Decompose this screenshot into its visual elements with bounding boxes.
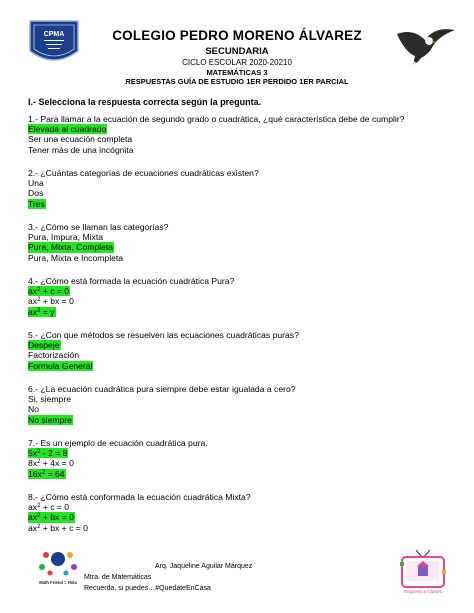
answer-option: Pura, Mixta e Incompleta [28,252,124,263]
answer-option-correct: Pura, Mixta, Completa [28,242,114,253]
answer-option-correct: Despeje [28,340,60,351]
question-block [28,222,168,263]
logo-text: CPMA [43,31,65,38]
question-text: 8.- ¿Cómo está conformada la ecuación cuadrática Mixta? [28,492,251,502]
answer-option-correct: $5x^2 - 2 = 8$ [28,448,68,459]
math-friend-caption: Math Friend = Hola [39,580,77,585]
answer-option-correct: $ax^2 = y$ [28,306,55,317]
answer-option: Pura, Impura, Mixta [28,232,103,243]
question-block [28,276,234,317]
author-name: Arq. Jaqueline Aguilar Márquez [155,563,253,570]
question-text: 5.- ¿Con que métodos se resuelven las ecuaciones cuadráticas puras? [28,330,299,340]
motto: Recuerda, si puedes…#QuedateEnCasa [84,585,211,592]
answer-option-correct: Elevada al cuadrado [28,124,107,135]
answer-option: No [28,404,39,415]
question-block [28,384,296,425]
tv-logo-text: Regreso a Clases [403,590,443,595]
instruction: I.- Selecciona la respuesta correcta según la pregunta. [28,97,262,107]
answer-option-correct: $ax^2 + c = 0$ [28,286,70,297]
answer-option: $ax^2 + c = 0$ [28,502,70,513]
school-level: SECUNDARIA [205,46,269,57]
answer-option-correct: Tres [28,198,45,209]
question-text: 3.- ¿Cómo se llaman las categorías? [28,222,169,232]
question-text: 1.- Para llamar a la ecuación de segundo grado o cuadrática, ¿qué característica debe de cumplir? [28,114,405,124]
answer-option: Si, siempre [28,394,71,405]
answer-option: $ax^2$ + bx = 0 [28,296,74,307]
question-text: 6.- ¿La ecuación cuadrática pura siempre debe estar igualada a cero? [28,384,296,394]
teacher-role: Mtra. de Matemáticas [84,574,152,581]
answer-option: Tener más de una incógnita [28,144,134,155]
answer-option: Ser una ecuación completa [28,134,133,145]
answer-option-correct: $16x^2 = 64$ [28,468,65,479]
question-block [28,114,404,155]
question-block [28,438,208,479]
question-block [28,492,251,533]
school-title: COLEGIO PEDRO MORENO ÁLVAREZ [112,28,362,43]
question-block [28,330,299,371]
question-text: 7.- Es un ejemplo de ecuación cuadrática pura. [28,438,208,448]
answer-option: $ax^2$ + bx + c = 0 [28,522,88,533]
answer-option-correct: No siempre [28,414,72,425]
answer-option: $8x^2 + 4x = 0$ [28,458,74,469]
answer-option-correct: $ax^2$ + bx = 0 [28,512,74,523]
document-title: RESPUESTAS GUÍA DE ESTUDIO 1ER PERDIDO 1ER PARCIAL [125,77,349,86]
question-block [28,168,259,209]
math-friend-logo [34,547,82,593]
answer-option: Una [28,178,44,189]
school-cycle: CICLO ESCOLAR 2020-20210 [182,58,292,67]
tv-logo [398,548,448,596]
answer-option: Dos [28,188,44,199]
question-text: 4.- ¿Cómo está formada la ecuación cuadrática Pura? [28,276,235,286]
answer-option: Factorización [28,350,80,361]
question-text: 2.- ¿Cuántas categorías de ecuaciones cuadráticas existen? [28,168,259,178]
answer-option-correct: Formula General [28,360,93,371]
subject-title: MATEMÁTICAS 3 [206,68,268,77]
